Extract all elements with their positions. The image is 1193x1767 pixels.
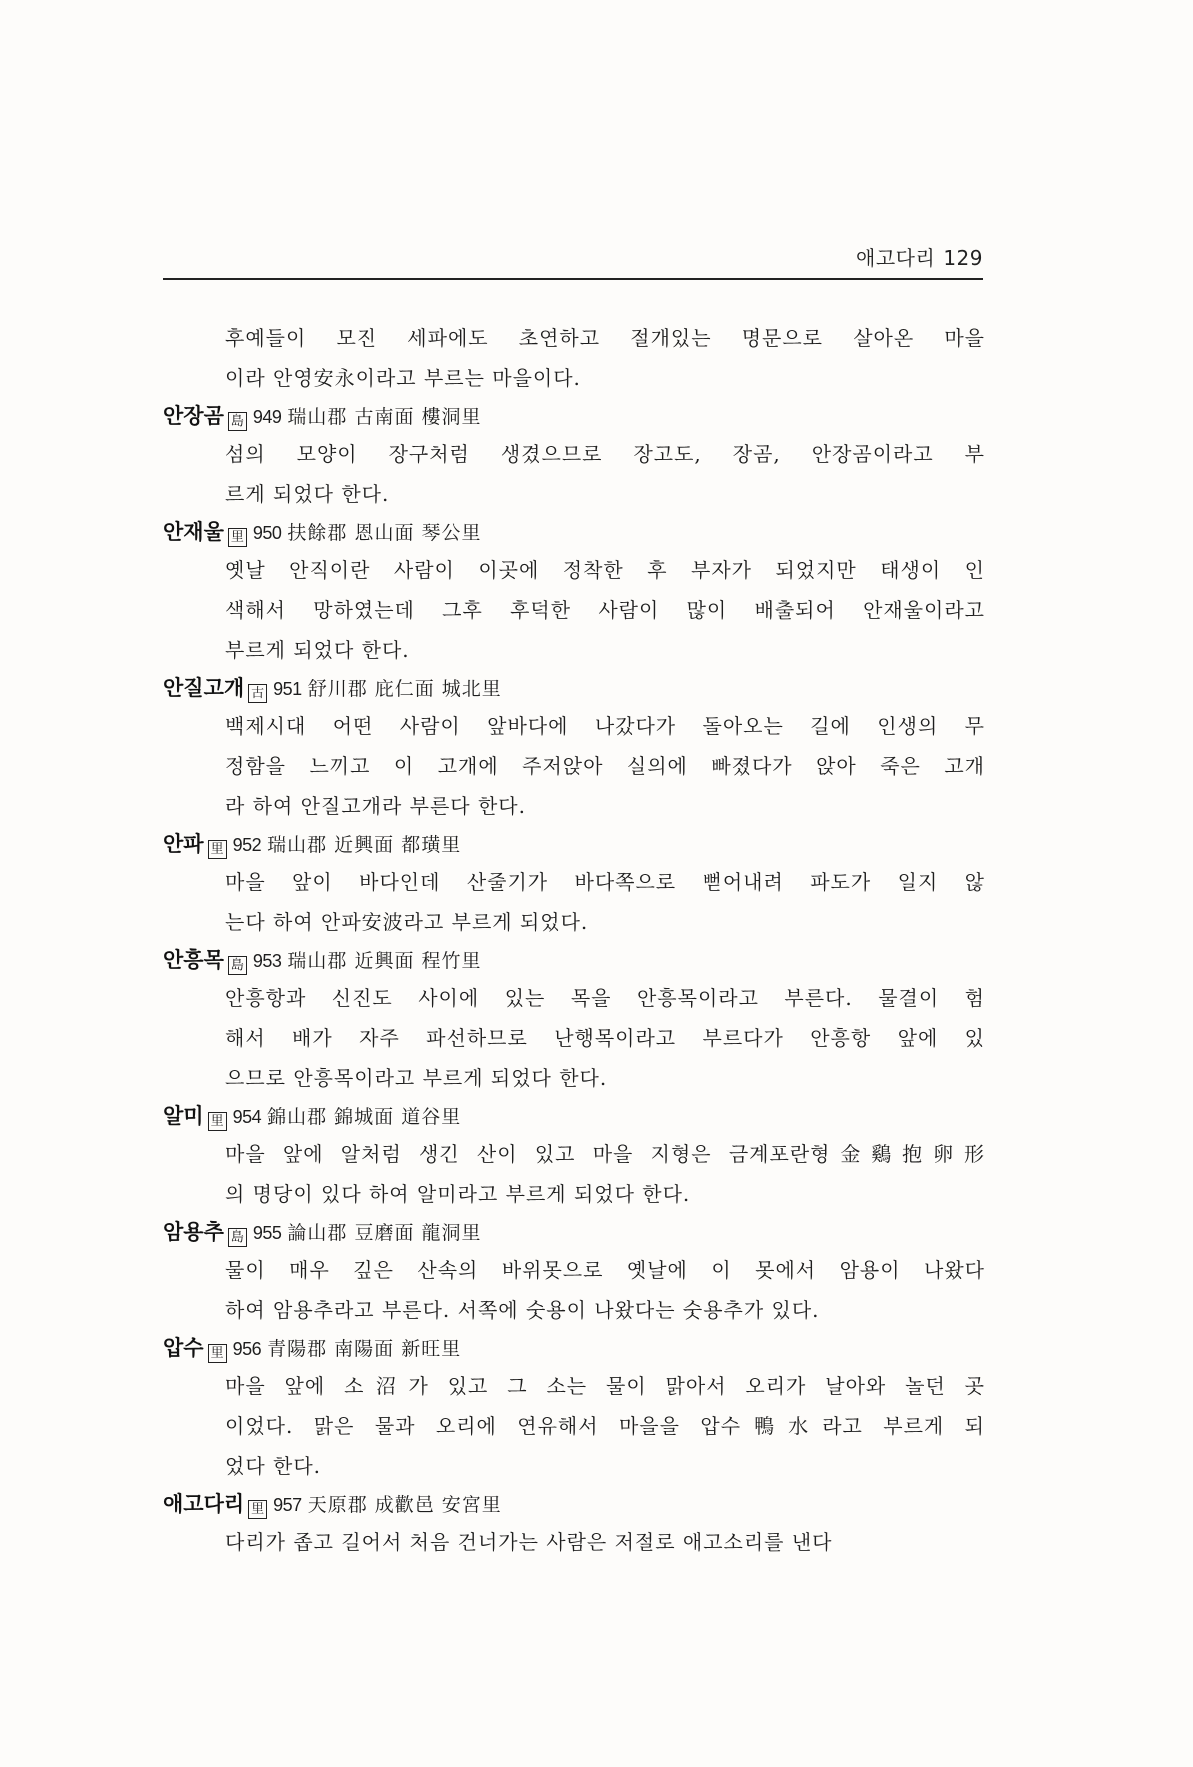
description-line: 마을 앞에 소沼가 있고 그 소는 물이 맑아서 오리가 날아와 놀던 곳 — [225, 1374, 985, 1398]
entry-description — [163, 978, 993, 1098]
entry-term: 안장곰 — [163, 404, 224, 428]
entry-location: 青陽郡 南陽面 新旺里 — [267, 1338, 462, 1360]
entry-description — [163, 1134, 993, 1214]
description-line: 해서 배가 자주 파선하므로 난행목이라고 부르다가 안흥항 앞에 있 — [225, 1026, 985, 1050]
entry-heading — [163, 670, 993, 706]
entry-number: 955 — [252, 1223, 282, 1243]
description-line: 르게 되었다 한다. — [225, 482, 390, 506]
entry-location: 瑞山郡 古南面 樓洞里 — [287, 406, 482, 428]
entry-number: 954 — [232, 1107, 262, 1127]
entry-number: 949 — [252, 407, 282, 427]
entry-term: 안파 — [163, 832, 204, 856]
entry-location: 錦山郡 錦城面 道谷里 — [267, 1106, 462, 1128]
dictionary-entry — [163, 1098, 993, 1214]
entry-term: 애고다리 — [163, 1492, 245, 1516]
description-line: 백제시대 어떤 사람이 앞바다에 나갔다가 돌아오는 길에 인생의 무 — [225, 714, 985, 738]
dictionary-entry — [163, 514, 993, 670]
entry-location: 天原郡 成歡邑 安宮里 — [307, 1494, 502, 1516]
description-line: 라 하여 안질고개라 부른다 한다. — [225, 794, 526, 818]
dictionary-entry — [163, 942, 993, 1098]
dictionary-entry — [163, 826, 993, 942]
entry-term: 안재울 — [163, 520, 224, 544]
entry-term: 안질고개 — [163, 676, 245, 700]
entry-location: 扶餘郡 恩山面 琴公里 — [287, 522, 482, 544]
entry-description — [163, 1366, 993, 1486]
entry-heading — [163, 1330, 993, 1366]
entry-number: 956 — [232, 1339, 262, 1359]
entry-location: 論山郡 豆磨面 龍洞里 — [287, 1222, 482, 1244]
dictionary-entry — [163, 1214, 993, 1330]
description-line: 정함을 느끼고 이 고개에 주저앉아 실의에 빠졌다가 앉아 죽은 고개 — [225, 754, 985, 778]
entry-term: 암용추 — [163, 1220, 224, 1244]
entry-heading — [163, 398, 993, 434]
description-line: 후예들이 모진 세파에도 초연하고 절개있는 명문으로 살아온 마을 — [225, 326, 985, 350]
entry-type-mark: 里 — [208, 1112, 227, 1131]
entry-description — [163, 318, 993, 398]
entry-description — [163, 434, 993, 514]
description-line: 마을 앞이 바다인데 산줄기가 바다쪽으로 뻗어내려 파도가 일지 않 — [225, 870, 985, 894]
page-number: 129 — [943, 246, 983, 270]
entry-type-mark: 島 — [228, 1228, 247, 1247]
description-line: 었다 한다. — [225, 1454, 321, 1478]
entry-type-mark: 古 — [248, 684, 267, 703]
description-line: 는다 하여 안파安波라고 부르게 되었다. — [225, 910, 589, 934]
entry-type-mark: 里 — [228, 528, 247, 547]
dictionary-entry — [163, 1486, 993, 1562]
entry-type-mark: 里 — [208, 1344, 227, 1363]
entry-heading — [163, 514, 993, 550]
page-header — [163, 242, 983, 280]
running-head-title: 애고다리 — [856, 246, 936, 270]
description-line: 안흥항과 신진도 사이에 있는 목을 안흥목이라고 부른다. 물결이 험 — [225, 986, 985, 1010]
dictionary-entries — [163, 318, 993, 1562]
entry-number: 957 — [273, 1495, 302, 1515]
description-line: 이라 안영安永이라고 부르는 마을이다. — [225, 366, 581, 390]
entry-number: 951 — [273, 679, 302, 699]
description-line: 이었다. 맑은 물과 오리에 연유해서 마을을 압수鴨水라고 부르게 되 — [225, 1414, 985, 1438]
entry-description — [163, 706, 993, 826]
entry-description — [163, 1250, 993, 1330]
entry-term: 압수 — [163, 1336, 204, 1360]
entry-description — [163, 550, 993, 670]
entry-description — [163, 1522, 993, 1562]
entry-term: 알미 — [163, 1104, 204, 1128]
entry-location: 舒川郡 庇仁面 城北里 — [307, 678, 502, 700]
entry-heading — [163, 1098, 993, 1134]
description-line: 으므로 안흥목이라고 부르게 되었다 한다. — [225, 1066, 608, 1090]
entry-type-mark: 里 — [248, 1500, 267, 1519]
description-line: 섬의 모양이 장구처럼 생겼으므로 장고도, 장곰, 안장곰이라고 부 — [225, 442, 985, 466]
entry-description — [163, 862, 993, 942]
entry-type-mark: 島 — [228, 956, 247, 975]
entry-type-mark: 島 — [228, 412, 247, 431]
entry-heading — [163, 942, 993, 978]
entry-location: 瑞山郡 近興面 程竹里 — [287, 950, 482, 972]
entry-number: 950 — [252, 523, 282, 543]
entry-term: 안흥목 — [163, 948, 224, 972]
entry-number: 953 — [252, 951, 282, 971]
description-line: 옛날 안직이란 사람이 이곳에 정착한 후 부자가 되었지만 태생이 인 — [225, 558, 985, 582]
description-line: 마을 앞에 알처럼 생긴 산이 있고 마을 지형은 금계포란형金鷄抱卵形 — [225, 1142, 985, 1166]
description-line: 다리가 좁고 길어서 처음 건너가는 사람은 저절로 애고소리를 낸다 — [225, 1530, 833, 1554]
entry-location: 瑞山郡 近興面 都璜里 — [267, 834, 462, 856]
entry-heading — [163, 826, 993, 862]
description-line: 색해서 망하였는데 그후 후덕한 사람이 많이 배출되어 안재울이라고 — [225, 598, 985, 622]
dictionary-entry — [163, 670, 993, 826]
running-head — [856, 242, 983, 271]
description-line: 부르게 되었다 한다. — [225, 638, 410, 662]
dictionary-entry — [163, 1330, 993, 1486]
entry-type-mark: 里 — [208, 840, 227, 859]
description-line: 의 명당이 있다 하여 알미라고 부르게 되었다 한다. — [225, 1182, 691, 1206]
description-line: 물이 매우 깊은 산속의 바위못으로 옛날에 이 못에서 암용이 나왔다 — [225, 1258, 985, 1282]
dictionary-entry — [163, 398, 993, 514]
entry-heading — [163, 1486, 993, 1522]
entry-number: 952 — [232, 835, 262, 855]
description-line: 하여 암용추라고 부른다. 서쪽에 숫용이 나왔다는 숫용추가 있다. — [225, 1298, 820, 1322]
dictionary-entry — [163, 318, 993, 398]
entry-heading — [163, 1214, 993, 1250]
